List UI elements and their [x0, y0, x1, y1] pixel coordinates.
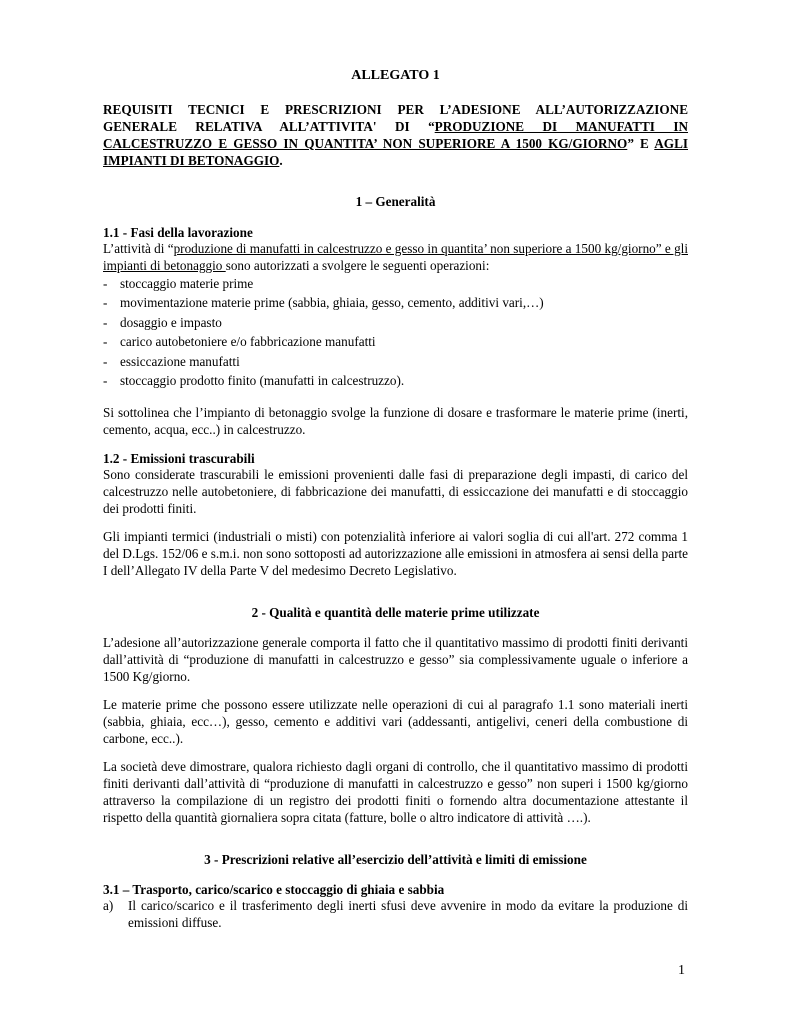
heading-underlined-activity: PRODUZIONE DI MANUFATTI IN CALCESTRUZZO E GESSO IN QUANTITA’ NON SUPERIORE A 1500 KG/GIORNO: [103, 119, 689, 151]
section-2-title: 2 - Qualità e quantità delle materie prime utilizzate: [251, 605, 540, 620]
section-1-1-title: 1.1 - Fasi della lavorazione: [103, 225, 253, 240]
list-item: - dosaggio e impasto: [103, 314, 688, 333]
document-heading: REQUISITI TECNICI E PRESCRIZIONI PER L’ADESIONE ALL’AUTORIZZAZIONE GENERALE RELATIVA ALL’ATTIVITA' DI “PRODUZIONE DI MANUFATTI IN CALCESTRUZZO E GESSO IN QUANTITA’ NON SUPERIORE A 1500 KG/GIORNO” E AGLI IMPIANTI DI BETONAGGIO.: [103, 102, 689, 168]
section-1-2-paragraph-1: Sono considerate trascurabili le emissioni provenienti dalle fasi di preparazione degli impasti, di carico del calcestruzzo nelle autobetoniere, di fabbricazione dei manufatti, di essiccazione dei manufatti e di stoccaggio dei prodotti finiti.: [103, 467, 688, 516]
list-item: - stoccaggio materie prime: [103, 275, 688, 294]
section-1-1-note: Si sottolinea che l’impianto di betonaggio svolge la funzione di dosare e trasformare le materie prime (inerti, cemento, acqua, ecc..) in calcestruzzo.: [103, 405, 688, 437]
section-3-1-title: 3.1 – Trasporto, carico/scarico e stoccaggio di ghiaia e sabbia: [103, 882, 445, 897]
document-title: ALLEGATO 1: [351, 68, 440, 83]
section-3-title: 3 - Prescrizioni relative all’esercizio dell’attività e limiti di emissione: [204, 852, 587, 867]
list-item: - essiccazione manufatti: [103, 353, 688, 372]
page-number: 1: [678, 963, 685, 978]
operations-list: [103, 275, 688, 391]
section-2-paragraph-3: La società deve dimostrare, qualora richiesto dagli organi di controllo, che il quantitativo massimo di prodotti finiti derivanti dall’attività di “produzione di manufatti in calcestruzzo e gesso” non superi i 1500 kg/giorno attraverso la compilazione di un registro dei prodotti finiti o fornendo altra documentazione attestante il rispetto della quantità giornaliera sopra citata (fatture, bolle o altro indicatore di attività ….).: [103, 759, 688, 825]
heading-underlined-plants: AGLI IMPIANTI DI BETONAGGIO: [103, 136, 688, 168]
list-item: - movimentazione materie prime (sabbia, ghiaia, gesso, cemento, additivi vari,…): [103, 294, 688, 313]
section-2-paragraph-1: L’adesione all’autorizzazione generale comporta il fatto che il quantitativo massimo di prodotti finiti derivanti dall’attività di “produzione di manufatti in calcestruzzo e gesso” sia complessivamente uguale o inferiore a 1500 Kg/giorno.: [103, 635, 688, 684]
section-1-title: 1 – Generalità: [355, 194, 436, 209]
section-1-2-paragraph-2: Gli impianti termici (industriali o misti) con potenzialità inferiore ai valori soglia di cui all'art. 272 comma 1 del D.Lgs. 152/06 e s.m.i. non sono sottoposti ad autorizzazione alle emissioni in atmosfera ai sensi della parte I dell’Allegato IV della Parte V del medesimo Decreto Legislativo.: [103, 529, 688, 578]
list-item: - carico autobetoniere e/o fabbricazione manufatti: [103, 333, 688, 352]
list-item: - stoccaggio prodotto finito (manufatti in calcestruzzo).: [103, 372, 688, 391]
section-1-2-title: 1.2 - Emissioni trascurabili: [103, 451, 255, 466]
section-3-1-list: [103, 897, 688, 931]
list-item: a) Il carico/scarico e il trasferimento degli inerti sfusi deve avvenire in modo da evitare la produzione di emissioni diffuse.: [103, 898, 688, 930]
section-2-paragraph-2: Le materie prime che possono essere utilizzate nelle operazioni di cui al paragrafo 1.1 sono materiali inerti (sabbia, ghiaia, ecc…), gesso, cemento e additivi vari (addessanti, antigelivi, ceneri della combustione di carbone, ecc..).: [103, 697, 688, 746]
section-1-1-intro: L’attività di “produzione di manufatti in calcestruzzo e gesso in quantita’ non superiore a 1500 kg/giorno” e gli impianti di betonaggio sono autorizzati a svolgere le seguenti operazioni:: [103, 241, 688, 273]
